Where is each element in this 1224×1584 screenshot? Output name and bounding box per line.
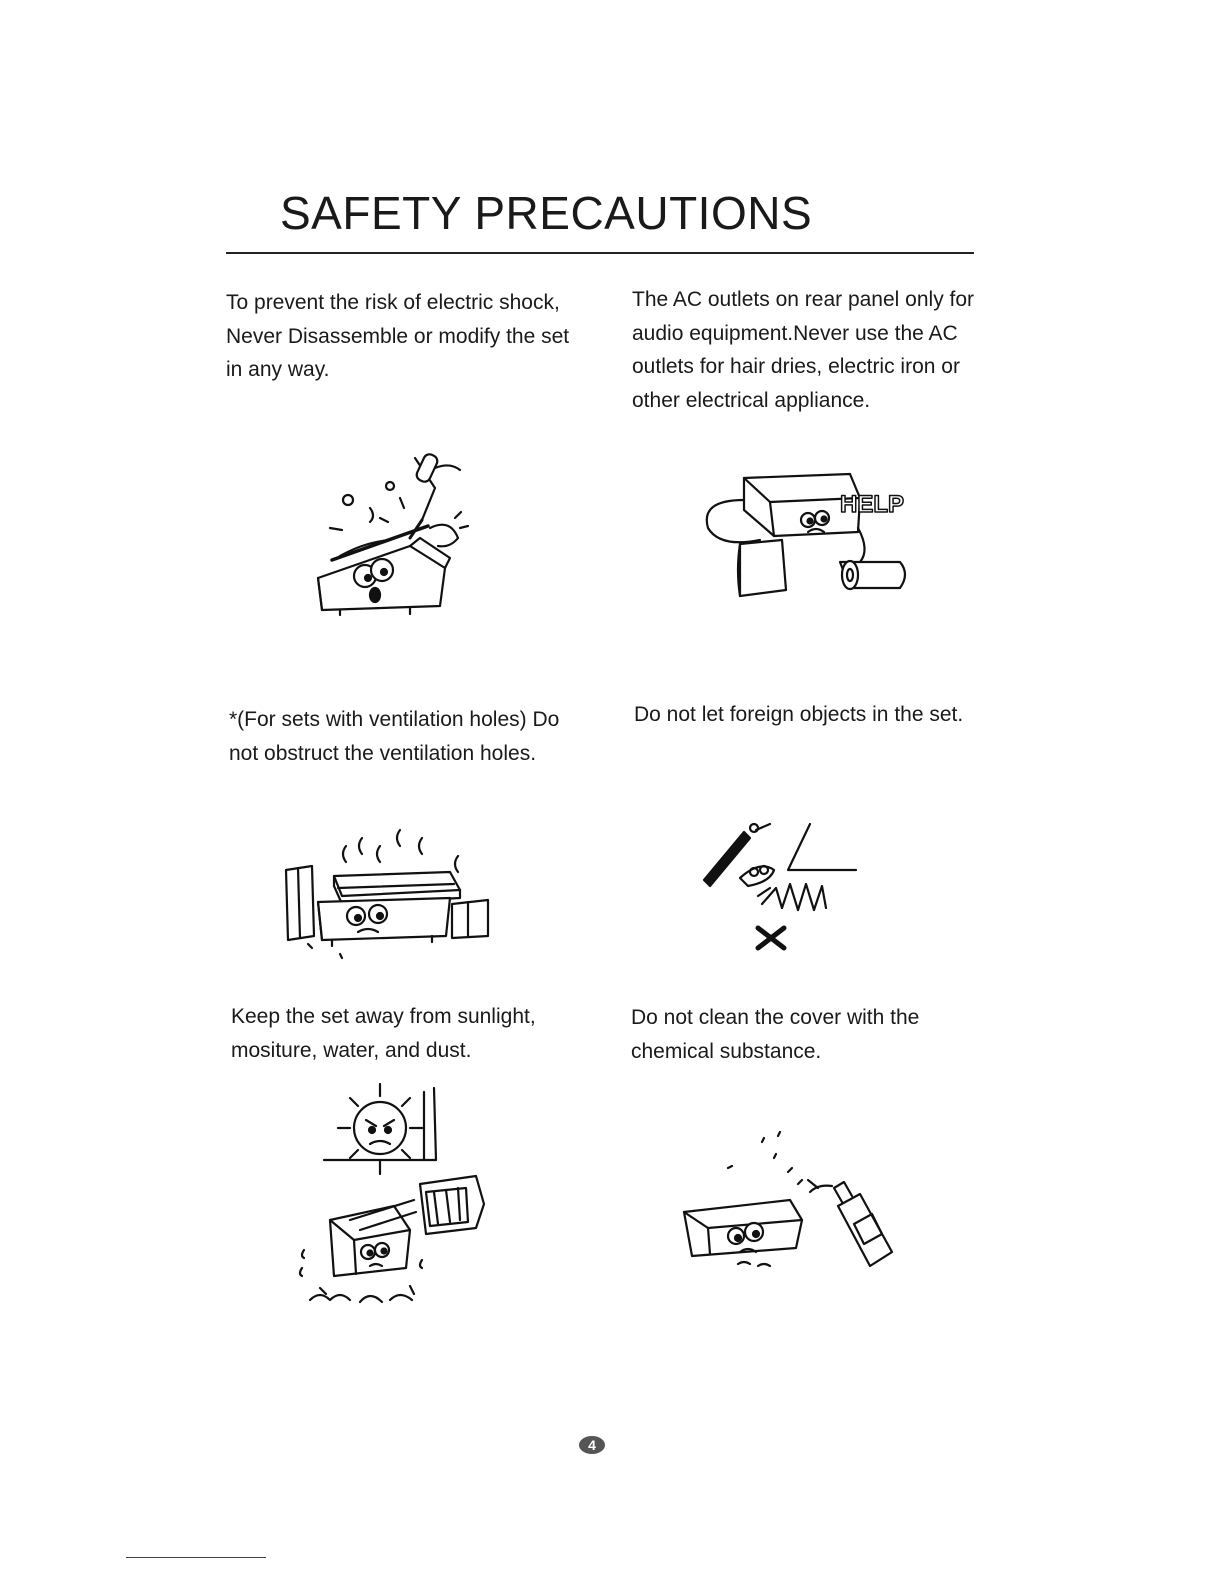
footnote-divider	[126, 1557, 266, 1558]
precaution-sunlight-moisture-text: Keep the set away from sunlight, mositure, water, and dust.	[231, 1005, 536, 1062]
chemical-cleaning-illustration	[678, 1128, 908, 1278]
page-title: SAFETY PRECAUTIONS	[280, 187, 813, 239]
precaution-ac-outlets-text: The AC outlets on rear panel only for audio equipment.Never use the AC outlets for hair dries, electric iron or other electrical appliance.	[632, 288, 975, 412]
sunlight-moisture-illustration	[290, 1080, 500, 1320]
precaution-ventilation-text: *(For sets with ventilation holes) Do not obstruct the ventilation holes.	[229, 708, 560, 765]
precaution-disassemble-text: To prevent the risk of electric shock, Never Disassemble or modify the set in any way.	[226, 291, 570, 381]
help-overload-illustration	[700, 470, 920, 610]
help-label: HELP	[840, 491, 905, 518]
disassemble-illustration	[310, 448, 480, 618]
page-number-badge: 4	[579, 1436, 605, 1454]
title-divider	[226, 252, 974, 254]
blocked-ventilation-illustration	[282, 826, 502, 966]
precaution-foreign-objects-text: Do not let foreign objects in the set.	[634, 703, 964, 726]
precaution-chemical-cleaning-text: Do not clean the cover with the chemical substance.	[631, 1006, 920, 1063]
foreign-objects-illustration	[700, 820, 870, 960]
